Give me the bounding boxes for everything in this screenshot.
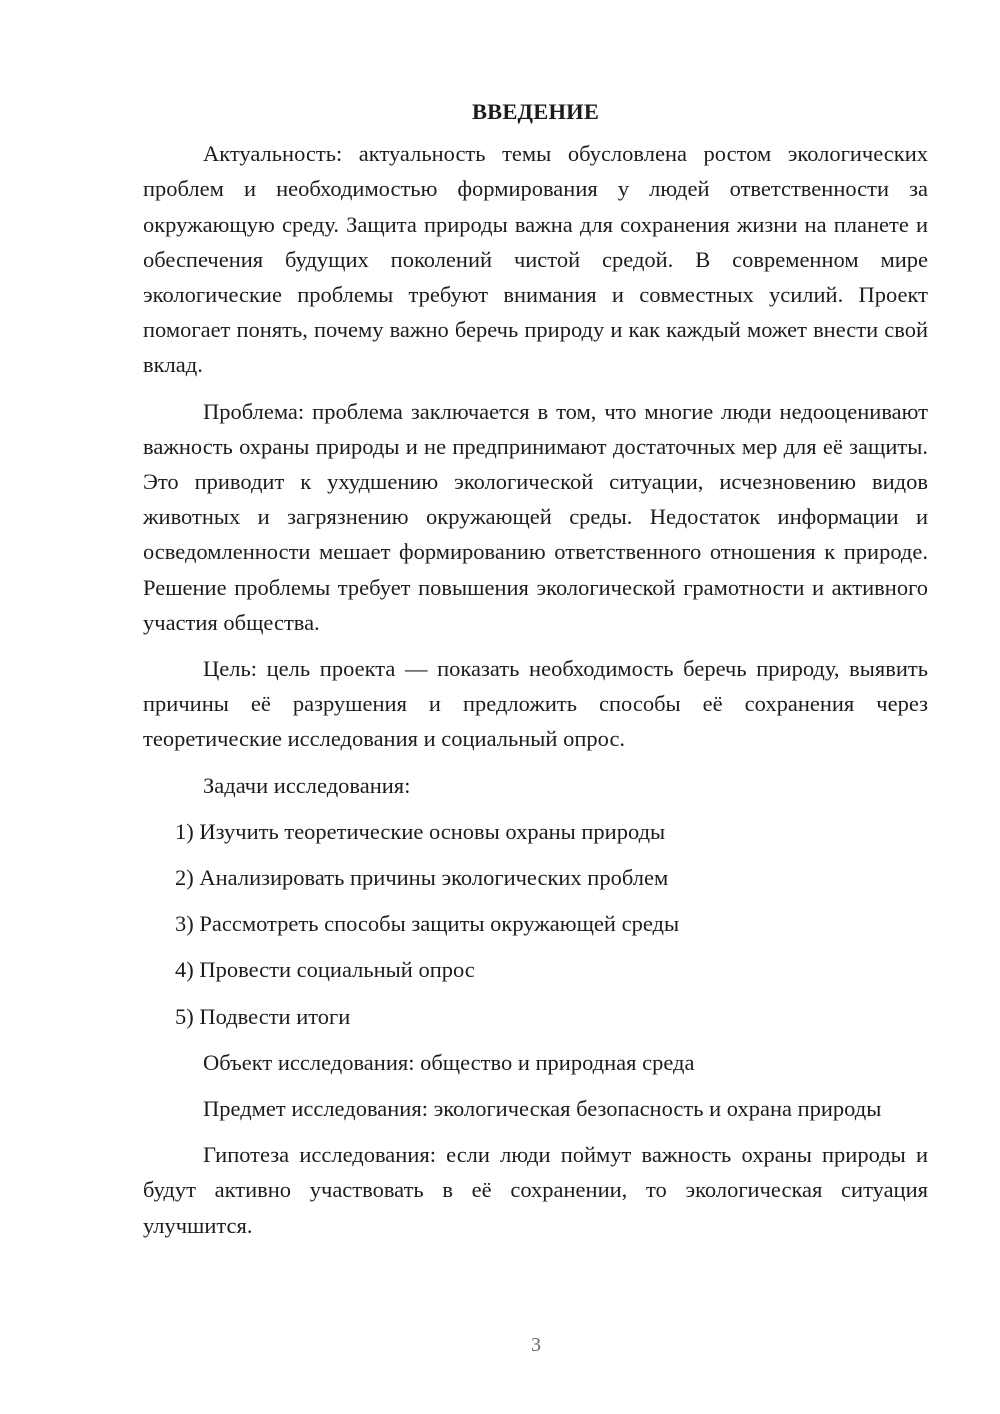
page-content [143, 94, 928, 1254]
section-heading: ВВЕДЕНИЕ [471, 99, 600, 124]
task-item-5: 5) Подвести итоги [175, 1003, 351, 1029]
task-item-2: 2) Анализировать причины экологических проблем [175, 865, 669, 891]
paragraph-problem: Проблема: проблема заключается в том, что многие люди недооценивают важность охраны природы и не предпринимают достаточных мер для её защиты. Это приводит к ухудшению экологической ситуации, исчезновению видов животных и загрязнению окружающей среды. Недостаток информации и осведомленности мешает формированию ответственного отношения к природе. Решение проблемы требует повышения экологической грамотности и активного участия общества. [143, 398, 928, 635]
task-item-3: 3) Рассмотреть способы защиты окружающей среды [175, 911, 680, 937]
task-item-1: 1) Изучить теоретические основы охраны природы [175, 818, 666, 844]
task-item-4: 4) Провести социальный опрос [175, 957, 475, 983]
page-number: 3 [531, 1334, 541, 1356]
tasks-title: Задачи исследования: [203, 772, 411, 798]
research-subject: Предмет исследования: экологическая безопасность и охрана природы [203, 1096, 882, 1122]
paragraph-goal: Цель: цель проекта — показать необходимость беречь природу, выявить причины её разрушения и предложить способы её сохранения через теоретические исследования и социальный опрос. [143, 656, 928, 752]
research-object: Объект исследования: общество и природная среда [203, 1049, 695, 1075]
paragraph-relevance: Актуальность: актуальность темы обусловлена ростом экологических проблем и необходимостью формирования у людей ответственности за окружающую среду. Защита природы важна для сохранения жизни на планете и обеспечения будущих поколений чистой средой. В современном мире экологические проблемы требуют внимания и совместных усилий. Проект помогает понять, почему важно беречь природу и как каждый может внести свой вклад. [143, 141, 928, 378]
research-hypothesis: Гипотеза исследования: если люди поймут важность охраны природы и будут активно участвовать в её сохранении, то экологическая ситуация улучшится. [143, 1142, 928, 1238]
